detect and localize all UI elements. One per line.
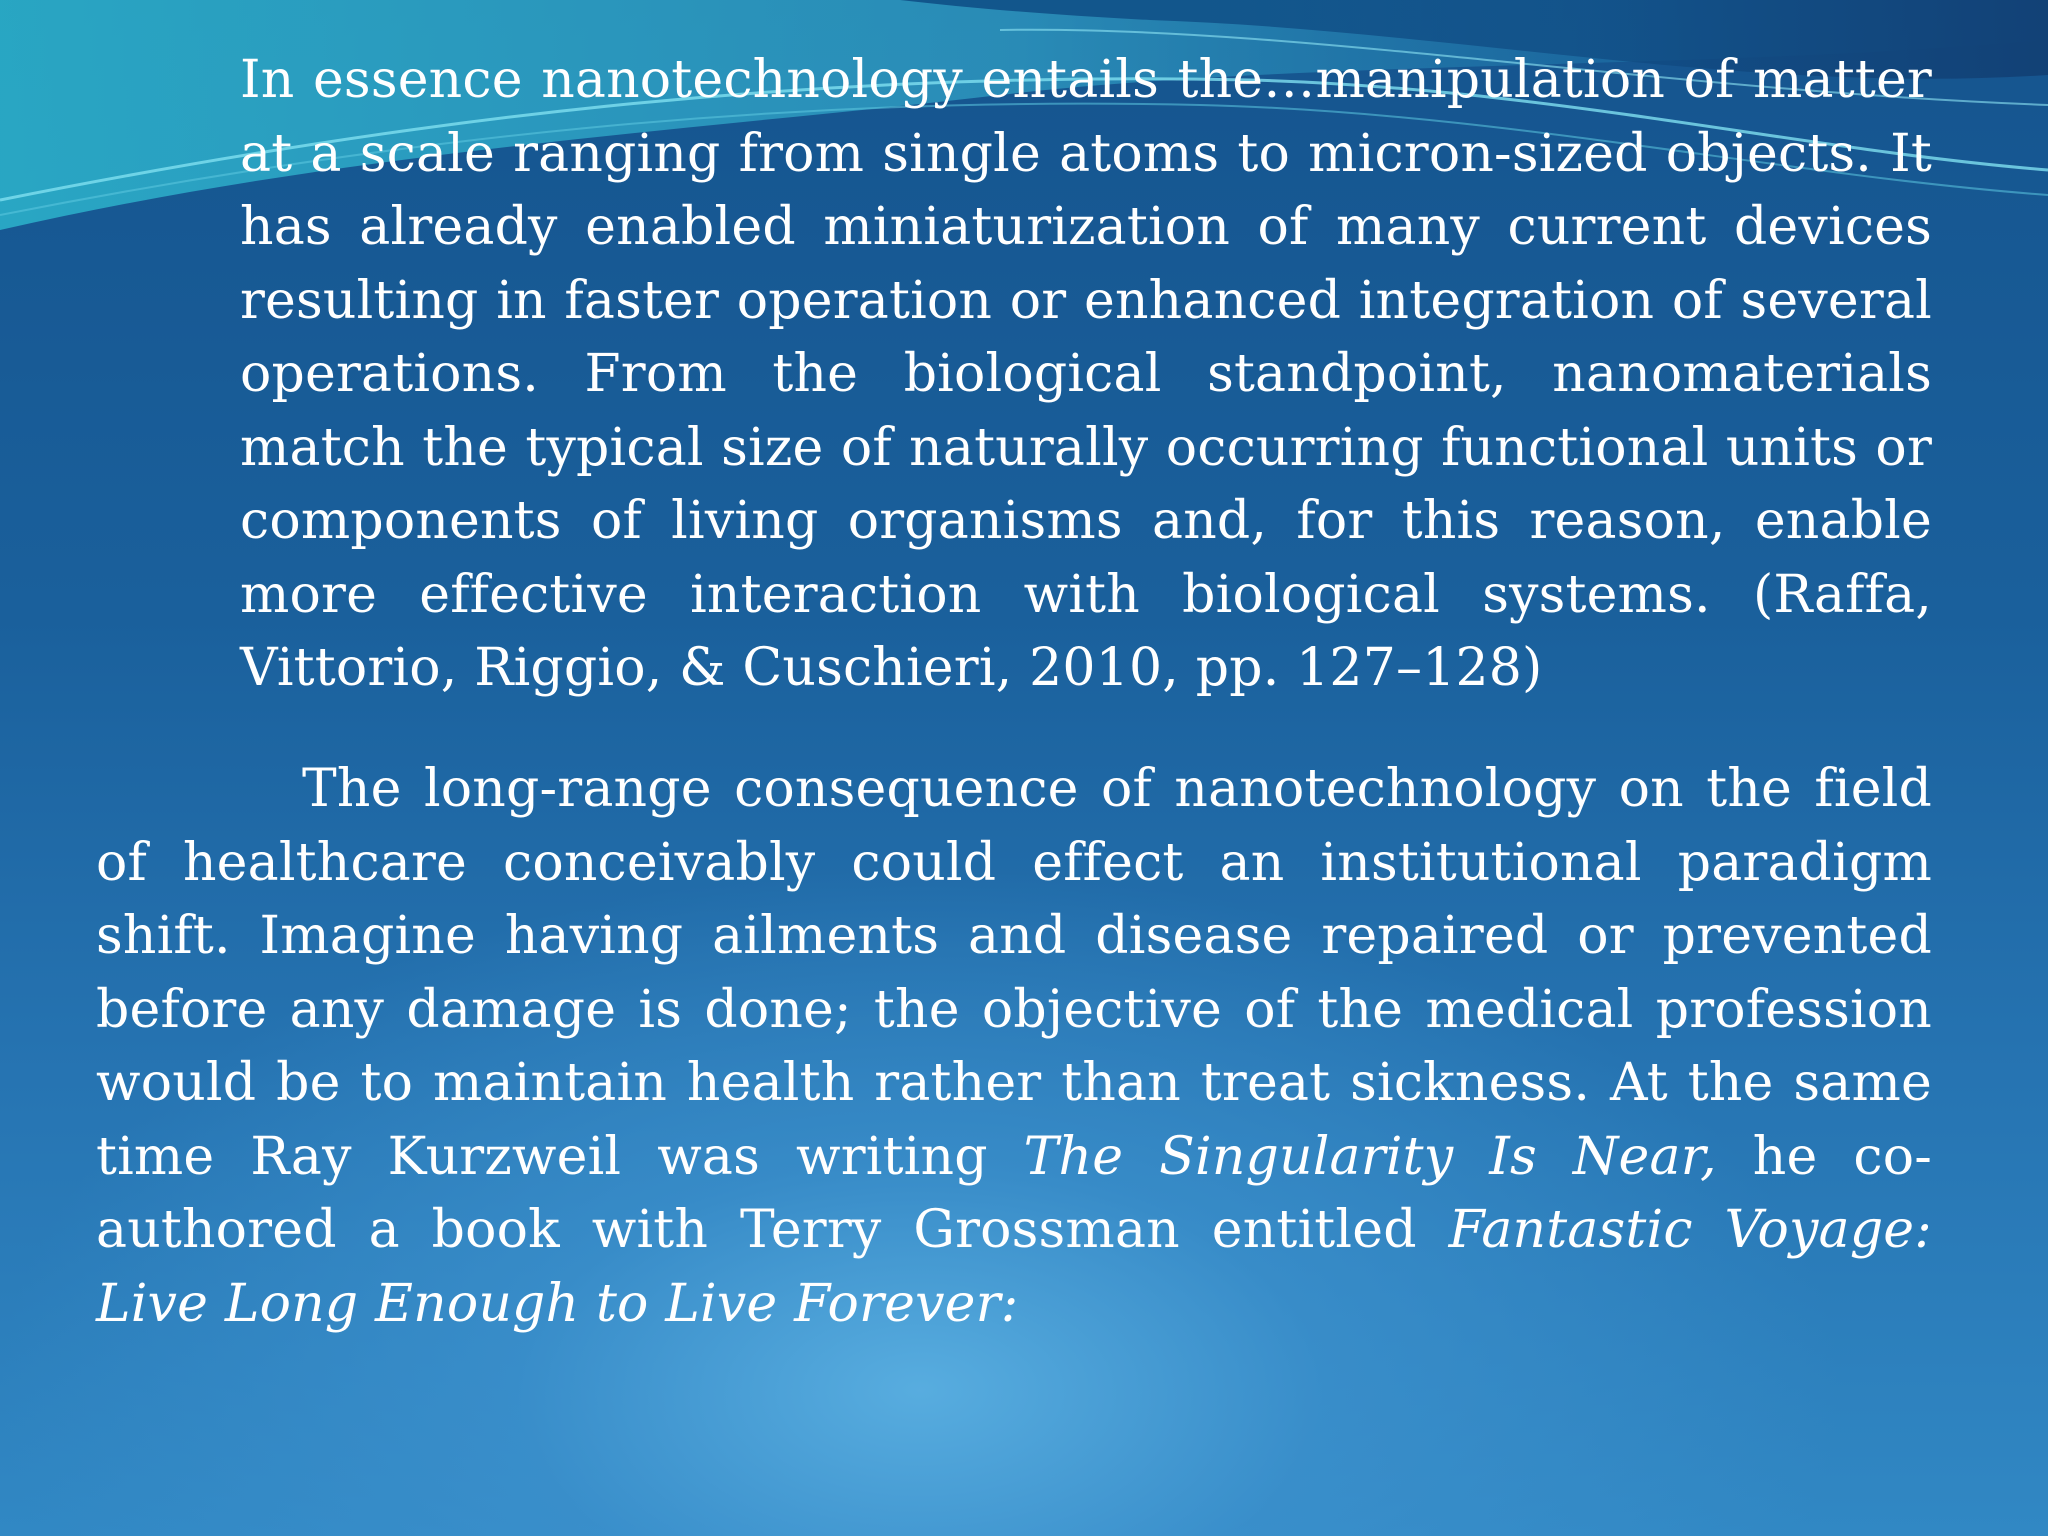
paragraph-text-2: he co-authored a book with Terry Grossman entitled <box>96 1126 1932 1260</box>
book-title-singularity: The Singularity Is Near, <box>1023 1126 1717 1187</box>
body-paragraph <box>96 753 1932 1341</box>
paragraph-text-1: The long-range consequence of nanotechnology on the field of healthcare conceivably could effect an institutional paradigm shift. Imagine having ailments and disease repaired or prevented before any damage is done; the objective of the medical profession would be to maintain health rather than treat sickness. At the same time Ray Kurzweil was writing <box>96 759 1932 1187</box>
book-title-fantastic-voyage: Fantastic Voyage: Live Long Enough to Live Forever: <box>96 1200 1932 1334</box>
block-quote: In essence nanotechnology entails the…manipulation of matter at a scale ranging from single atoms to micron-sized objects. It has already enabled miniaturization of many current devices resulting in faster operation or enhanced integration of several operations. From the biological standpoint, nanomaterials match the typical size of naturally occurring functional units or components of living organisms and, for this reason, enable more effective interaction with biological systems. (Raffa, Vittorio, Riggio, & Cuschieri, 2010, pp. 127–128) <box>240 50 1932 698</box>
